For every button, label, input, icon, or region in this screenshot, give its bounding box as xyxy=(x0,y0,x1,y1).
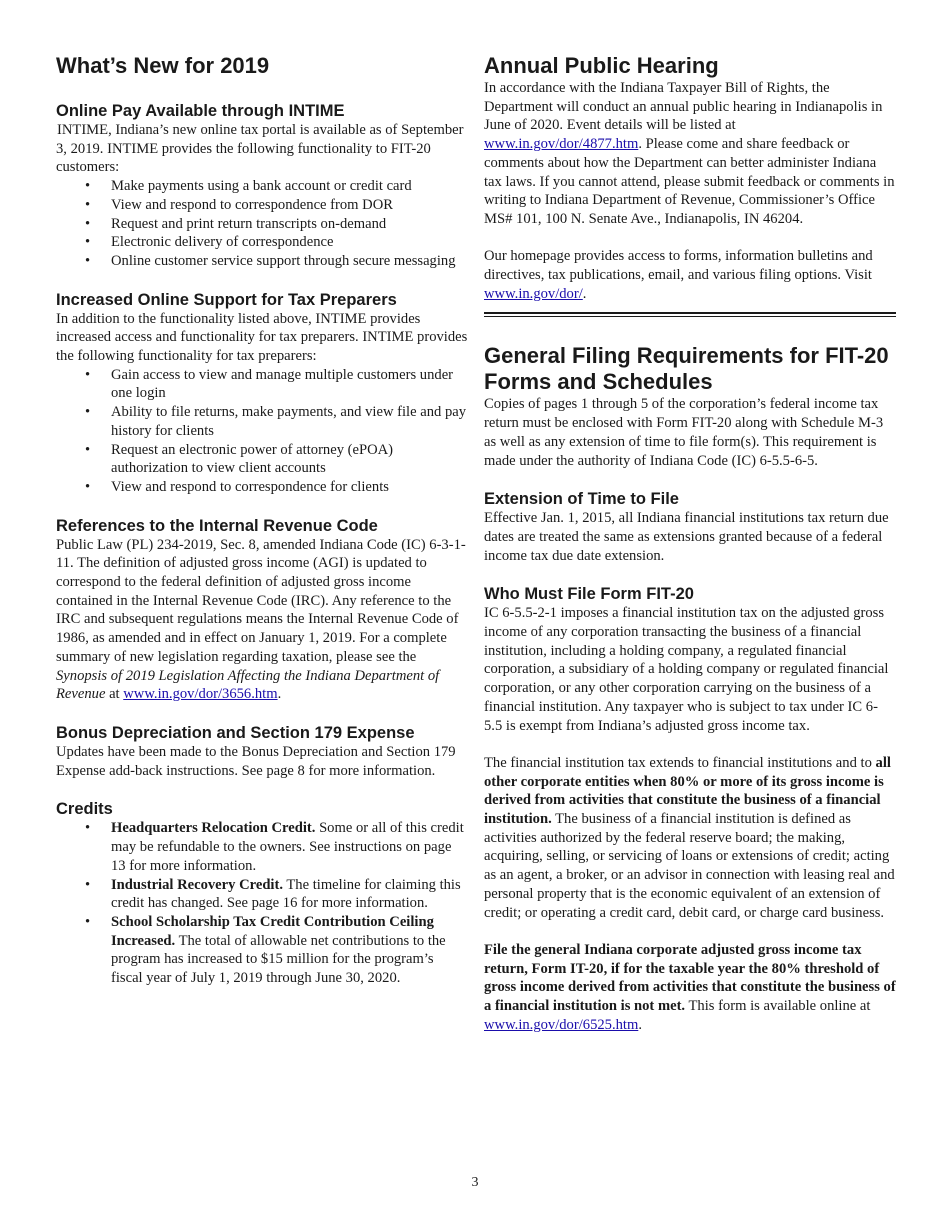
general-heading: General Filing Requirements for FIT-20 Forms and Schedules xyxy=(484,343,889,395)
bonus-body: Updates have been made to the Bonus Depreciation and Section 179 Expense add-back instructions. See page 8 for more information. xyxy=(56,743,456,779)
hearing-body: In accordance with the Indiana Taxpayer Bill of Rights, the Department will conduct an annual public hearing in Indianapolis in June of 2020. Event details will be listed at www.in.gov/dor/4877.htm. Please come and share feedback or comments about how the Department can better administer Indiana tax laws. If you cannot attend, please submit feedback or comments in writing to Indiana Department of Revenue, Commissioner’s Office MS# 101, 100 N. Senate Ave., Indianapolis, IN 46204. xyxy=(484,80,895,227)
list-item: • View and respond to correspondence for clients xyxy=(56,478,468,497)
preparers-list xyxy=(56,366,468,497)
irc-heading: References to the Internal Revenue Code xyxy=(56,516,378,535)
hearing-link[interactable]: www.in.gov/dor/4877.htm xyxy=(484,136,639,153)
extension-body: Effective Jan. 1, 2015, all Indiana financial institutions tax return due dates are treated the same as extensions granted because of a federal income tax due date extension. xyxy=(484,510,889,564)
list-item: • Make payments using a bank account or credit card xyxy=(56,177,468,196)
intime-heading: Online Pay Available through INTIME xyxy=(56,102,345,120)
irc-body: Public Law (PL) 234-2019, Sec. 8, amended Indiana Code (IC) 6-3-1-11. The definition of adjusted gross income (AGI) is updated to correspond to the federal definition of adjusted gross income contained in the Internal Revenue Code (IRC). Any reference to the IRC and subsequent regulations means the Internal Revenue Code of 1986, as amended and in effect on January 1, 2019. For a complete summary of new legislation regarding taxation, please see the Synopsis of 2019 Legislation Affecting the Indiana Department of Revenue at www.in.gov/dor/3656.htm. xyxy=(56,536,466,703)
list-item: • Electronic delivery of correspondence xyxy=(56,233,468,252)
intime-body: INTIME, Indiana’s new online tax portal is available as of September 3, 2019. INTIME provides the following functionality to FIT-20 customers: xyxy=(56,122,464,176)
list-item: • Request and print return transcripts on-demand xyxy=(56,215,468,234)
extension-heading: Extension of Time to File xyxy=(484,490,679,509)
list-item: • School Scholarship Tax Credit Contribution Ceiling Increased. The total of allowable net contributions to the program has increased to $15 million for the program’s fiscal year of July 1, 2019 through June 30, 2020. xyxy=(56,913,468,988)
credits-heading: Credits xyxy=(56,800,113,819)
left-column xyxy=(56,48,468,988)
page-number: 3 xyxy=(471,1175,479,1190)
who-body-3: File the general Indiana corporate adjusted gross income tax return, Form IT-20, if for the taxable year the 80% threshold of gross income derived from activities that constitute the business of a financial institution is not met. This form is available online at www.in.gov/dor/6525.htm. xyxy=(484,941,896,1033)
list-item: • Gain access to view and manage multiple customers under one login xyxy=(56,366,468,403)
preparers-body: In addition to the functionality listed above, INTIME provides increased access and functionality for tax preparers. INTIME provides the following functionality for tax preparers: xyxy=(56,310,468,365)
list-item: • Headquarters Relocation Credit. Some or all of this credit may be refundable to the owners. See instructions on page 13 for more information. xyxy=(56,819,468,875)
who-heading: Who Must File Form FIT-20 xyxy=(484,585,694,604)
credits-list xyxy=(56,819,468,987)
homepage-link[interactable]: www.in.gov/dor/ xyxy=(484,285,583,302)
who-body: IC 6-5.5-2-1 imposes a financial institution tax on the adjusted gross income of any corporation transacting the business of a financial institution, including a holding company, a regulated financial corporation, a subsidiary of a holding company or regulated financial corporation, or any other corporation carrying on the business of a financial institution. Any taxpayer who is subject to tax under IC 6-5.5 is exempt from Indiana’s adjusted gross income tax. xyxy=(484,605,889,734)
list-item: • Online customer service support through secure messaging xyxy=(56,252,468,271)
page-title: What’s New for 2019 xyxy=(56,53,270,78)
homepage-body: Our homepage provides access to forms, information bulletins and directives, tax publications, email, and various filing options. Visit www.in.gov/dor/. xyxy=(484,248,873,302)
it20-link[interactable]: www.in.gov/dor/6525.htm xyxy=(484,1016,639,1033)
list-item: • Ability to file returns, make payments, and view file and pay history for clients xyxy=(56,403,468,440)
hearing-heading: Annual Public Hearing xyxy=(484,53,719,78)
who-body-2: The financial institution tax extends to financial institutions and to all other corporate entities when 80% or more of its gross income is derived from activities that constitute the business of a financial institution. The business of a financial institution is defined as activities authorized by the federal reserve board; the making, acquiring, selling, or servicing of loans or extensions of credit; acting as an agent, a broker, or an advisor in connection with leasing real and personal property that is the economic equivalent of an extension of credit; or operating a credit card, debit card, or charge card business. xyxy=(484,754,895,921)
right-column xyxy=(484,48,896,1034)
list-item: • Request an electronic power of attorney (ePOA) authorization to view client accounts xyxy=(56,441,468,478)
intime-list xyxy=(56,177,468,271)
irc-synopsis-link[interactable]: www.in.gov/dor/3656.htm xyxy=(123,686,278,703)
preparers-heading: Increased Online Support for Tax Preparers xyxy=(56,290,397,309)
section-divider xyxy=(484,312,896,317)
general-body: Copies of pages 1 through 5 of the corporation’s federal income tax return must be enclosed with Form FIT-20 along with Schedule M-3 as well as any extension of time to file form(s). This requirement is made under the authority of Indiana Code (IC) 6-5.5-6-5. xyxy=(484,396,884,469)
list-item: • Industrial Recovery Credit. The timeline for claiming this credit has changed. See page 16 for more information. xyxy=(56,876,468,913)
list-item: • View and respond to correspondence from DOR xyxy=(56,196,468,215)
bonus-heading: Bonus Depreciation and Section 179 Expense xyxy=(56,723,415,742)
